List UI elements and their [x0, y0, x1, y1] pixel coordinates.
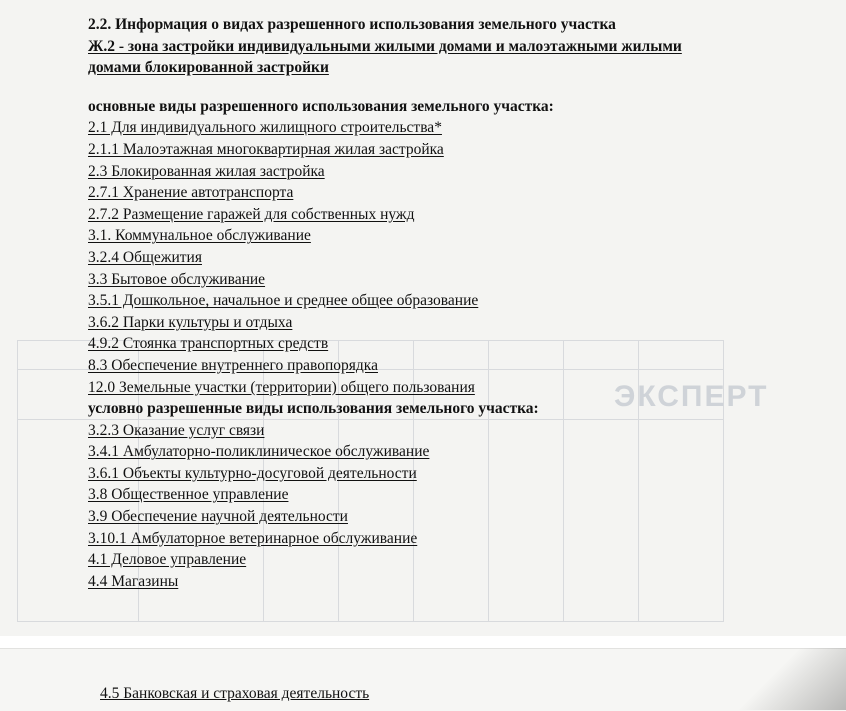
conditional-uses-title: условно разрешенные виды использования земельного участка:: [88, 400, 539, 418]
list-item: 3.4.1 Амбулаторно-поликлиническое обслуживание: [88, 443, 430, 461]
list-item: 2.1.1 Малоэтажная многоквартирная жилая застройка: [88, 140, 444, 158]
main-uses-list: [88, 117, 808, 398]
list-item: 3.1. Коммунальное обслуживание: [88, 227, 311, 245]
document-content: [88, 14, 808, 592]
list-item: 4.9.2 Стоянка транспортных средств: [88, 335, 329, 353]
next-page-line: 4.5 Банковская и страховая деятельность: [100, 685, 370, 702]
zone-title-line-2: домами блокированной застройки: [88, 59, 329, 77]
zone-title-line-1: Ж.2 - зона застройки индивидуальными жилыми домами и малоэтажными жилыми: [88, 37, 682, 55]
page-curl-shadow: [726, 648, 846, 710]
list-item: 3.5.1 Дошкольное, начальное и среднее общее образование: [88, 292, 479, 310]
main-uses-title: основные виды разрешенного использования земельного участка:: [88, 97, 554, 115]
list-item: 3.10.1 Амбулаторное ветеринарное обслуживание: [88, 529, 418, 547]
page-gap: [0, 636, 846, 648]
next-page: [0, 648, 846, 711]
list-item: 3.8 Общественное управление: [88, 486, 289, 504]
list-item: 3.2.4 Общежития: [88, 248, 202, 266]
list-item: 2.7.2 Размещение гаражей для собственных нужд: [88, 205, 415, 223]
list-item: 3.9 Обеспечение научной деятельности: [88, 508, 348, 526]
list-item: 3.2.3 Оказание услуг связи: [88, 421, 265, 439]
list-item: 3.6.1 Объекты культурно-досуговой деятельности: [88, 464, 417, 482]
list-item: 4.1 Деловое управление: [88, 551, 247, 569]
list-item: 3.6.2 Парки культуры и отдыха: [88, 313, 293, 331]
spacer: [88, 79, 808, 96]
list-item: 8.3 Обеспечение внутреннего правопорядка: [88, 356, 378, 374]
list-item: 3.3 Бытовое обслуживание: [88, 270, 266, 288]
section-heading: 2.2. Информация о видах разрешенного использования земельного участка: [88, 16, 616, 33]
list-item: 2.1 Для индивидуального жилищного строительства*: [88, 119, 442, 137]
list-item: 4.4 Магазины: [88, 572, 179, 590]
list-item: 12.0 Земельные участки (территории) общего пользования: [88, 378, 475, 396]
list-item: 2.7.1 Хранение автотранспорта: [88, 184, 294, 202]
list-item: 2.3 Блокированная жилая застройка: [88, 162, 325, 180]
conditional-uses-list: [88, 420, 808, 593]
watermark: ЭКСПЕРТ: [614, 380, 769, 413]
